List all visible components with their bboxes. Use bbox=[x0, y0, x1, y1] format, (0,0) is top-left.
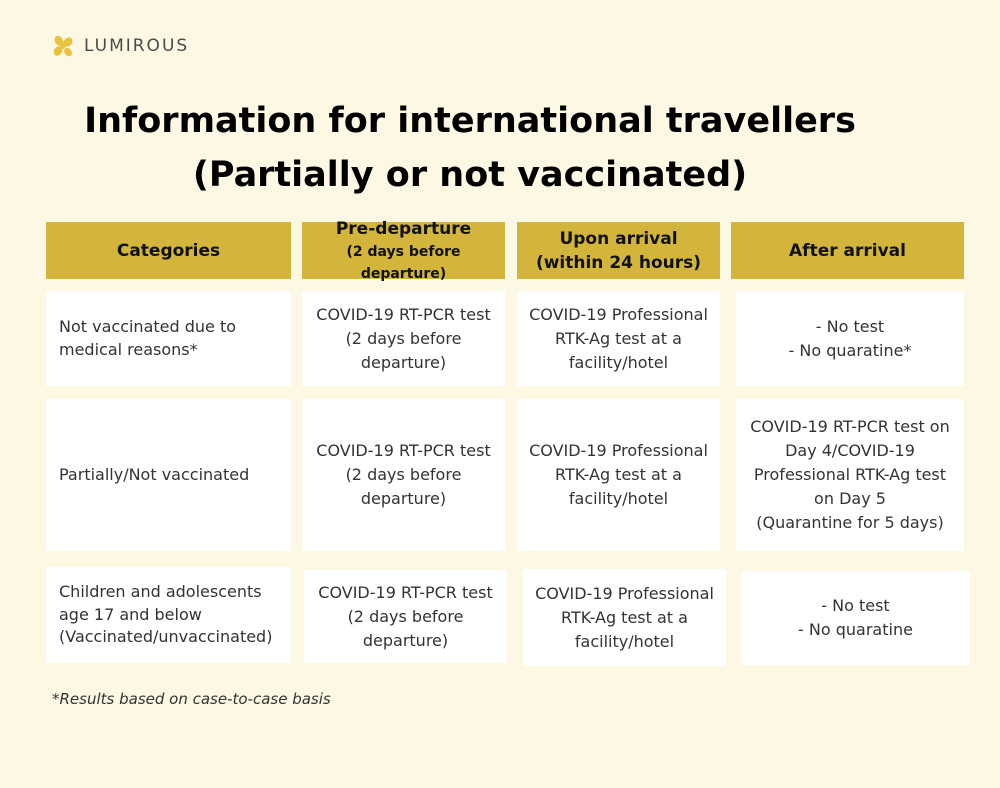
row-2-category bbox=[46, 399, 291, 551]
brand bbox=[50, 33, 189, 59]
upon-arrival-text: COVID-19 Professional RTK-Ag test at a facility/hotel bbox=[529, 441, 708, 508]
header-pre-departure bbox=[302, 218, 505, 282]
header-label: After arrival bbox=[789, 240, 906, 261]
brand-name: LUMIROUS bbox=[84, 36, 190, 56]
row-2-pre-departure bbox=[302, 399, 505, 551]
row-3-pre-departure bbox=[304, 570, 507, 663]
flower-logo-icon bbox=[50, 33, 76, 59]
category-text: Children and adolescents age 17 and below (Vaccinated/unvaccinated) bbox=[59, 582, 273, 647]
row-1-after-arrival bbox=[736, 291, 964, 386]
header-label: Pre-departure bbox=[335, 218, 472, 239]
pre-departure-text: COVID-19 RT-PCR test (2 days before departure) bbox=[316, 304, 491, 372]
row-1-category bbox=[46, 291, 291, 386]
upon-arrival-text: COVID-19 Professional RTK-Ag test at a facility/hotel bbox=[535, 583, 714, 651]
row-3-upon-arrival bbox=[523, 569, 726, 666]
category-text: Not vaccinated due to medical reasons* bbox=[59, 317, 237, 359]
row-1-pre-departure bbox=[302, 291, 505, 386]
row-2-upon-arrival bbox=[517, 399, 720, 551]
header-sublabel: (within 24 hours) bbox=[535, 252, 702, 273]
row-1-upon-arrival bbox=[517, 291, 720, 386]
page-subtitle: (Partially or not vaccinated) bbox=[192, 155, 748, 195]
row-2-after-arrival bbox=[736, 399, 964, 551]
after-arrival-text: COVID-19 RT-PCR test on Day 4/COVID-19 Professional RTK-Ag test on Day 5 (Quarantine for 5 days) bbox=[750, 417, 950, 532]
row-3-category bbox=[46, 567, 291, 663]
category-text: Partially/Not vaccinated bbox=[59, 464, 250, 484]
upon-arrival-text: COVID-19 Professional RTK-Ag test at a facility/hotel bbox=[529, 304, 708, 372]
row-3-after-arrival bbox=[741, 571, 970, 665]
footnote: *Results based on case-to-case basis bbox=[52, 690, 331, 708]
header-label: Categories bbox=[116, 240, 221, 261]
after-arrival-text: - No test - No quaratine* bbox=[788, 316, 912, 360]
pre-departure-text: COVID-19 RT-PCR test (2 days before departure) bbox=[318, 582, 493, 650]
after-arrival-text: - No test - No quaratine bbox=[798, 596, 913, 639]
pre-departure-text: COVID-19 RT-PCR test (2 days before departure) bbox=[316, 441, 491, 508]
header-upon-arrival bbox=[517, 222, 720, 279]
header-sublabel: (2 days before departure) bbox=[346, 243, 461, 282]
header-categories bbox=[46, 222, 291, 279]
page-title: Information for international travellers bbox=[84, 101, 856, 141]
header-after-arrival bbox=[731, 222, 964, 279]
header-label: Upon arrival bbox=[559, 228, 678, 249]
